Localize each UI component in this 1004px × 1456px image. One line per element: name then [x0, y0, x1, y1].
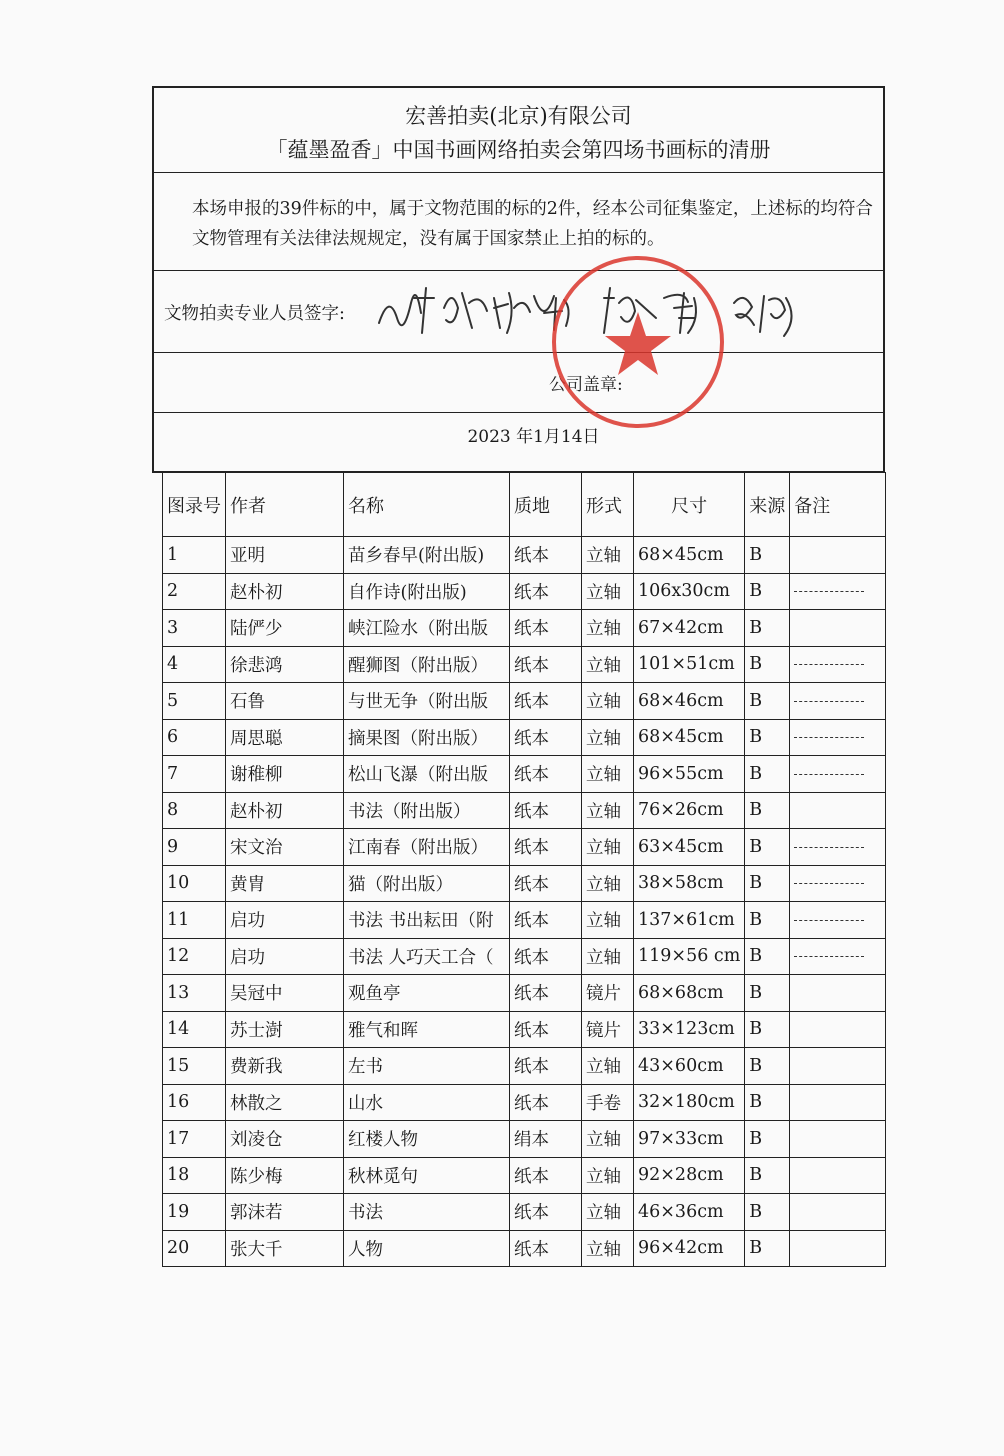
- cell-title: 红楼人物: [344, 1121, 510, 1158]
- cell-title: 左书: [344, 1048, 510, 1085]
- cell-source: B: [745, 902, 790, 939]
- table-row: [163, 792, 886, 829]
- cell-material: 纸本: [510, 1230, 582, 1267]
- cell-size: 38×58cm: [634, 865, 745, 902]
- cell-source: B: [745, 756, 790, 793]
- cell-format: 立轴: [582, 865, 634, 902]
- cell-format: 立轴: [582, 938, 634, 975]
- cell-format: 立轴: [582, 756, 634, 793]
- cell-title: 雅气和晖: [344, 1011, 510, 1048]
- cell-source: B: [745, 1194, 790, 1231]
- catalog-title: 「蕴墨盈香」中国书画网络拍卖会第四场书画标的清册: [266, 138, 771, 162]
- cell-size: 96×42cm: [634, 1230, 745, 1267]
- company-seal-stamp-icon: [546, 250, 731, 435]
- cell-size: 63×45cm: [634, 829, 745, 866]
- header-format: 形式: [582, 473, 634, 537]
- cell-lot-number: 15: [163, 1048, 226, 1085]
- cell-format: 立轴: [582, 1048, 634, 1085]
- cell-source: B: [745, 646, 790, 683]
- cell-author: 启功: [226, 938, 344, 975]
- cell-size: 101×51cm: [634, 646, 745, 683]
- cell-source: B: [745, 829, 790, 866]
- cell-title: 人物: [344, 1230, 510, 1267]
- cell-source: B: [745, 683, 790, 720]
- cell-format: 立轴: [582, 683, 634, 720]
- cell-size: 96×55cm: [634, 756, 745, 793]
- cell-note: [790, 610, 886, 647]
- table-row: [163, 683, 886, 720]
- cell-material: 纸本: [510, 719, 582, 756]
- table-header-row: [163, 473, 886, 537]
- cell-lot-number: 8: [163, 792, 226, 829]
- cell-material: 纸本: [510, 756, 582, 793]
- cell-material: 纸本: [510, 1194, 582, 1231]
- note-dash-mark: [794, 701, 864, 702]
- cell-material: 纸本: [510, 975, 582, 1012]
- cell-note: [790, 646, 886, 683]
- cell-note: [790, 792, 886, 829]
- lots-table: [162, 472, 886, 1267]
- cell-source: B: [745, 719, 790, 756]
- cell-material: 纸本: [510, 865, 582, 902]
- cell-format: 立轴: [582, 610, 634, 647]
- note-dash-mark: [794, 883, 864, 884]
- cell-format: 立轴: [582, 1157, 634, 1194]
- cell-format: 立轴: [582, 719, 634, 756]
- seal-section: [154, 352, 883, 413]
- certification-panel: [152, 86, 885, 473]
- cell-material: 纸本: [510, 1157, 582, 1194]
- cell-format: 立轴: [582, 537, 634, 574]
- cell-source: B: [745, 792, 790, 829]
- cell-note: [790, 1121, 886, 1158]
- cell-material: 纸本: [510, 573, 582, 610]
- note-dash-mark: [794, 774, 864, 775]
- cell-note: [790, 975, 886, 1012]
- signature-label: 文物拍卖专业人员签字:: [164, 304, 345, 324]
- cell-title: 自作诗(附出版): [344, 573, 510, 610]
- table-row: [163, 1157, 886, 1194]
- cell-format: 立轴: [582, 1230, 634, 1267]
- cell-title: 山水: [344, 1084, 510, 1121]
- cell-title: 苗乡春早(附出版): [344, 537, 510, 574]
- cell-size: 76×26cm: [634, 792, 745, 829]
- cell-title: 江南春（附出版）: [344, 829, 510, 866]
- cell-source: B: [745, 1121, 790, 1158]
- cell-lot-number: 4: [163, 646, 226, 683]
- cell-source: B: [745, 537, 790, 574]
- note-dash-mark: [794, 737, 864, 738]
- cell-format: 立轴: [582, 573, 634, 610]
- cell-size: 68×45cm: [634, 537, 745, 574]
- statement-section: [154, 172, 883, 271]
- company-name: 宏善拍卖(北京)有限公司: [405, 104, 632, 128]
- cell-author: 周思聪: [226, 719, 344, 756]
- table-row: [163, 1194, 886, 1231]
- header-lot-number: 图录号: [163, 473, 226, 537]
- table-row: [163, 610, 886, 647]
- table-row: [163, 537, 886, 574]
- cell-size: 68×46cm: [634, 683, 745, 720]
- cell-author: 郭沫若: [226, 1194, 344, 1231]
- cell-lot-number: 10: [163, 865, 226, 902]
- cell-source: B: [745, 610, 790, 647]
- cell-note: [790, 537, 886, 574]
- cell-size: 137×61cm: [634, 902, 745, 939]
- cell-note: [790, 683, 886, 720]
- cell-lot-number: 17: [163, 1121, 226, 1158]
- table-row: [163, 1048, 886, 1085]
- cell-note: [790, 1230, 886, 1267]
- table-row: [163, 1121, 886, 1158]
- cell-note: [790, 573, 886, 610]
- table-row: [163, 865, 886, 902]
- cell-source: B: [745, 938, 790, 975]
- cell-lot-number: 12: [163, 938, 226, 975]
- cell-source: B: [745, 573, 790, 610]
- cell-source: B: [745, 975, 790, 1012]
- cell-author: 费新我: [226, 1048, 344, 1085]
- cell-size: 68×45cm: [634, 719, 745, 756]
- cell-note: [790, 938, 886, 975]
- cell-title: 秋林觅句: [344, 1157, 510, 1194]
- cell-lot-number: 16: [163, 1084, 226, 1121]
- cell-note: [790, 865, 886, 902]
- cell-format: 立轴: [582, 646, 634, 683]
- cell-material: 纸本: [510, 646, 582, 683]
- cell-size: 33×123cm: [634, 1011, 745, 1048]
- cell-lot-number: 5: [163, 683, 226, 720]
- note-dash-mark: [794, 956, 864, 957]
- cell-lot-number: 11: [163, 902, 226, 939]
- header-material: 质地: [510, 473, 582, 537]
- note-dash-mark: [794, 920, 864, 921]
- cell-author: 石鲁: [226, 683, 344, 720]
- cell-format: 立轴: [582, 1194, 634, 1231]
- cell-lot-number: 18: [163, 1157, 226, 1194]
- cell-lot-number: 13: [163, 975, 226, 1012]
- cell-author: 黄胄: [226, 865, 344, 902]
- cell-author: 张大千: [226, 1230, 344, 1267]
- header-size: 尺寸: [634, 473, 745, 537]
- cell-author: 赵朴初: [226, 573, 344, 610]
- table-row: [163, 646, 886, 683]
- cell-format: 手卷: [582, 1084, 634, 1121]
- header-note: 备注: [790, 473, 886, 537]
- cell-lot-number: 3: [163, 610, 226, 647]
- header-title: 名称: [344, 473, 510, 537]
- cell-title: 摘果图（附出版）: [344, 719, 510, 756]
- cell-material: 纸本: [510, 1011, 582, 1048]
- table-row: [163, 573, 886, 610]
- table-row: [163, 938, 886, 975]
- cell-lot-number: 9: [163, 829, 226, 866]
- table-row: [163, 1084, 886, 1121]
- cell-lot-number: 14: [163, 1011, 226, 1048]
- cell-size: 106x30cm: [634, 573, 745, 610]
- cell-size: 119×56 cm: [634, 938, 745, 975]
- cell-author: 启功: [226, 902, 344, 939]
- cell-size: 67×42cm: [634, 610, 745, 647]
- seal-label: 公司盖章:: [549, 375, 623, 395]
- note-dash-mark: [794, 847, 864, 848]
- cell-title: 书法: [344, 1194, 510, 1231]
- cell-title: 醒狮图（附出版）: [344, 646, 510, 683]
- cell-material: 纸本: [510, 829, 582, 866]
- cell-lot-number: 1: [163, 537, 226, 574]
- cell-format: 立轴: [582, 792, 634, 829]
- cell-title: 峡江险水（附出版: [344, 610, 510, 647]
- table-row: [163, 902, 886, 939]
- cell-material: 纸本: [510, 1048, 582, 1085]
- cell-format: 立轴: [582, 829, 634, 866]
- header-source: 来源: [745, 473, 790, 537]
- cell-source: B: [745, 865, 790, 902]
- cell-size: 46×36cm: [634, 1194, 745, 1231]
- cell-author: 赵朴初: [226, 792, 344, 829]
- cell-title: 书法 人巧天工合（: [344, 938, 510, 975]
- cell-size: 32×180cm: [634, 1084, 745, 1121]
- statement-text: 本场申报的39件标的中，属于文物范围的标的2件，经本公司征集鉴定，上述标的均符合文物管理有关法律法规规定，没有属于国家禁止上拍的标的。: [192, 199, 873, 249]
- cell-title: 书法 书出耘田（附: [344, 902, 510, 939]
- cell-author: 刘凌仓: [226, 1121, 344, 1158]
- cell-note: [790, 756, 886, 793]
- cell-source: B: [745, 1230, 790, 1267]
- cell-author: 苏士澍: [226, 1011, 344, 1048]
- note-dash-mark: [794, 664, 864, 665]
- cell-note: [790, 1157, 886, 1194]
- cell-lot-number: 2: [163, 573, 226, 610]
- cell-author: 亚明: [226, 537, 344, 574]
- cell-format: 立轴: [582, 902, 634, 939]
- cell-source: B: [745, 1084, 790, 1121]
- cell-title: 观鱼亭: [344, 975, 510, 1012]
- cell-material: 纸本: [510, 902, 582, 939]
- cell-source: B: [745, 1011, 790, 1048]
- cell-author: 徐悲鸿: [226, 646, 344, 683]
- note-dash-mark: [794, 591, 864, 592]
- table-row: [163, 829, 886, 866]
- cell-lot-number: 20: [163, 1230, 226, 1267]
- header-author: 作者: [226, 473, 344, 537]
- cell-material: 纸本: [510, 537, 582, 574]
- cell-title: 书法（附出版）: [344, 792, 510, 829]
- cell-author: 陈少梅: [226, 1157, 344, 1194]
- cell-title: 猫（附出版）: [344, 865, 510, 902]
- table-row: [163, 1230, 886, 1267]
- signature-section: [154, 270, 883, 353]
- cell-lot-number: 19: [163, 1194, 226, 1231]
- cell-material: 纸本: [510, 683, 582, 720]
- cell-note: [790, 1011, 886, 1048]
- cell-source: B: [745, 1048, 790, 1085]
- cell-title: 与世无争（附出版: [344, 683, 510, 720]
- cell-format: 镜片: [582, 1011, 634, 1048]
- cell-size: 43×60cm: [634, 1048, 745, 1085]
- table-row: [163, 756, 886, 793]
- table-row: [163, 975, 886, 1012]
- cell-note: [790, 719, 886, 756]
- cell-lot-number: 6: [163, 719, 226, 756]
- cell-size: 97×33cm: [634, 1121, 745, 1158]
- cell-author: 吴冠中: [226, 975, 344, 1012]
- cell-note: [790, 1194, 886, 1231]
- cell-author: 林散之: [226, 1084, 344, 1121]
- cell-author: 谢稚柳: [226, 756, 344, 793]
- cell-size: 68×68cm: [634, 975, 745, 1012]
- cell-format: 立轴: [582, 1121, 634, 1158]
- cell-material: 绢本: [510, 1121, 582, 1158]
- cell-note: [790, 1084, 886, 1121]
- cell-source: B: [745, 1157, 790, 1194]
- document-header: [154, 88, 883, 173]
- cell-note: [790, 829, 886, 866]
- cell-material: 纸本: [510, 792, 582, 829]
- cell-title: 松山飞瀑（附出版: [344, 756, 510, 793]
- cell-material: 纸本: [510, 610, 582, 647]
- cell-author: 陆俨少: [226, 610, 344, 647]
- cell-format: 镜片: [582, 975, 634, 1012]
- table-row: [163, 1011, 886, 1048]
- issue-date: 2023 年1月14日: [467, 427, 600, 447]
- cell-note: [790, 902, 886, 939]
- cell-material: 纸本: [510, 1084, 582, 1121]
- cell-note: [790, 1048, 886, 1085]
- cell-lot-number: 7: [163, 756, 226, 793]
- cell-author: 宋文治: [226, 829, 344, 866]
- table-row: [163, 719, 886, 756]
- cell-size: 92×28cm: [634, 1157, 745, 1194]
- cell-material: 纸本: [510, 938, 582, 975]
